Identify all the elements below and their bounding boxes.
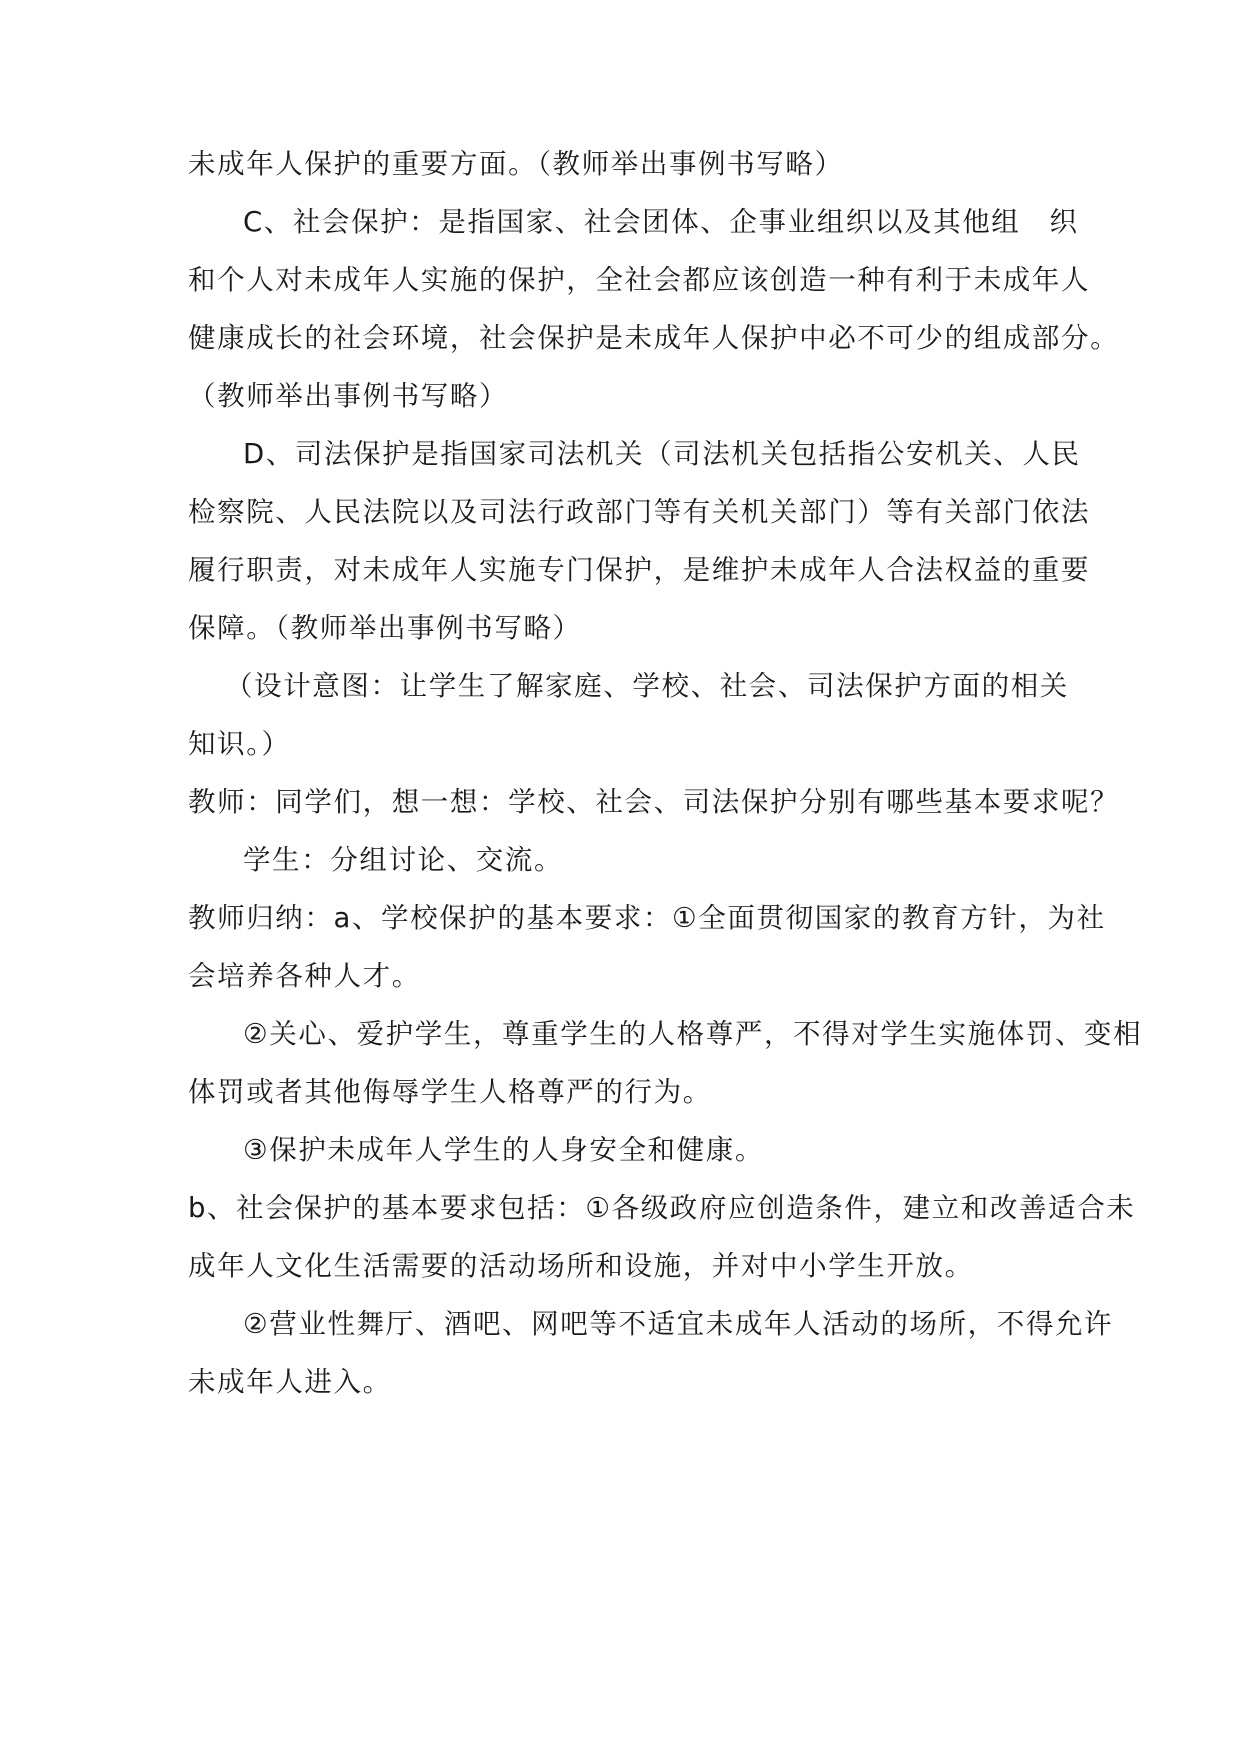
- paragraph-line: 知识。）: [188, 728, 291, 760]
- paragraph-line: ②营业性舞厅、酒吧、网吧等不适宜未成年人活动的场所，不得允许: [243, 1308, 1114, 1340]
- paragraph-line: b、社会保护的基本要求包括：①各级政府应创造条件，建立和改善适合未: [188, 1192, 1136, 1224]
- paragraph-line: 和个人对未成年人实施的保护，全社会都应该创造一种有利于未成年人: [188, 264, 1091, 296]
- paragraph-line: 检察院、人民法院以及司法行政部门等有关机关部门）等有关部门依法: [188, 496, 1091, 528]
- paragraph-line: D、司法保护是指国家司法机关（司法机关包括指公安机关、人民: [243, 438, 1081, 470]
- paragraph-line: 保障。（教师举出事例书写略）: [188, 612, 582, 644]
- paragraph-line: ②关心、爱护学生，尊重学生的人格尊严，不得对学生实施体罚、变相: [243, 1018, 1143, 1050]
- paragraph-line: 教师归纳：a、学校保护的基本要求：①全面贯彻国家的教育方针，为社: [188, 902, 1106, 934]
- paragraph-line: 教师：同学们，想一想：学校、社会、司法保护分别有哪些基本要求呢？: [188, 786, 1120, 818]
- paragraph-line: 未成年人进入。: [188, 1366, 392, 1398]
- paragraph-line: 会培养各种人才。: [188, 960, 421, 992]
- paragraph-line: ③保护未成年人学生的人身安全和健康。: [243, 1134, 764, 1166]
- paragraph-line: C、社会保护：是指国家、社会团体、企事业组织以及其他组 织: [243, 206, 1079, 238]
- paragraph-line: 履行职责，对未成年人实施专门保护，是维护未成年人合法权益的重要: [188, 554, 1091, 586]
- paragraph-line: 成年人文化生活需要的活动场所和设施，并对中小学生开放。: [188, 1250, 974, 1282]
- paragraph-line: 未成年人保护的重要方面。（教师举出事例书写略）: [188, 148, 844, 180]
- paragraph-line: 学生：分组讨论、交流。: [243, 844, 564, 876]
- paragraph-line: 体罚或者其他侮辱学生人格尊严的行为。: [188, 1076, 712, 1108]
- paragraph-line: （设计意图：让学生了解家庭、学校、社会、司法保护方面的相关: [225, 670, 1069, 702]
- paragraph-line: （教师举出事例书写略）: [188, 380, 509, 412]
- paragraph-line: 健康成长的社会环境，社会保护是未成年人保护中必不可少的组成部分。: [188, 322, 1120, 354]
